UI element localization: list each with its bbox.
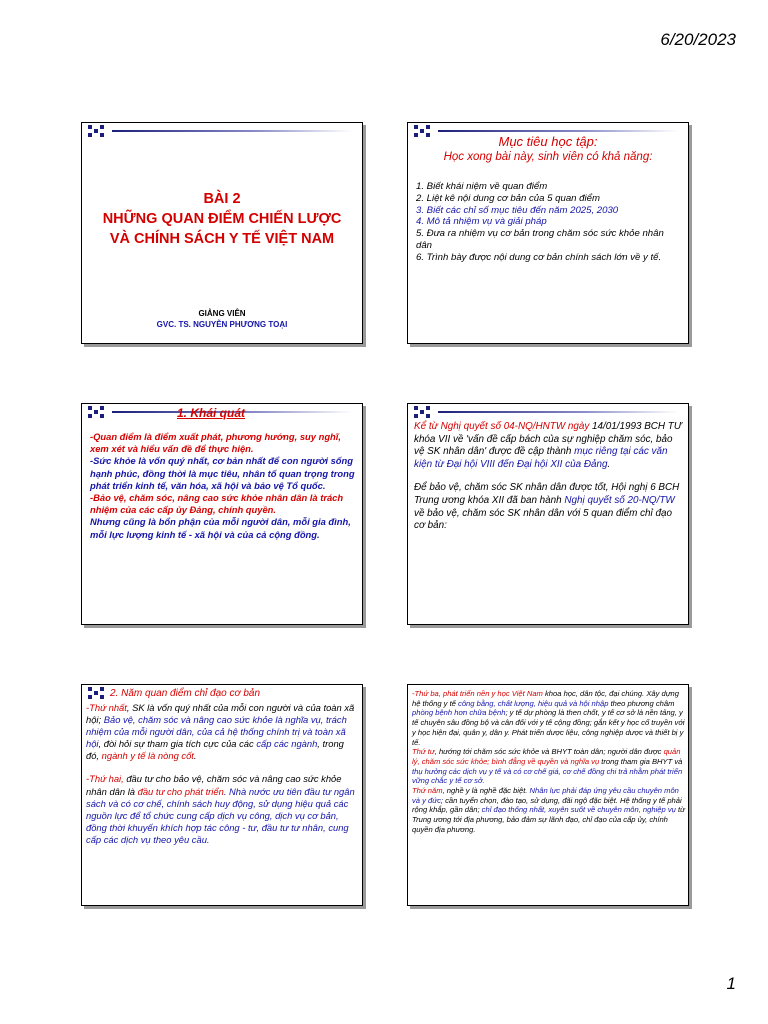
text-run: . Nhà nước ưu tiên đầu tư ngân sách và có cơ chế, chính sách huy động, sử dụng hiệu quả các nguồn lực để tổ chức cung cấp dịch vụ công, dịch vụ cơ bản, đồng thời khuyến khích hợp tác công - tư, đầu tư tư nhân, cung cấp các dịch vụ theo yêu cầu. <box>86 785 355 845</box>
text-run: 14/01/1993 BCH TƯ khóa VII về 'vấn đề cấp bách của sự nghiệp chăm sóc, bảo vệ SK nhân dân' được đề cập thành <box>414 421 682 458</box>
text-run: trong tham gia BHYT và <box>599 756 683 766</box>
title-line: NHỮNG QUAN ĐIỂM CHIẾN LƯỢC <box>102 211 342 227</box>
paragraph <box>414 421 684 471</box>
text-run: từ Trung ương tới địa phương, bảo đảm sự lãnh đạo, chỉ đạo của cấp ủy, chính quyền địa phương. <box>412 805 685 834</box>
text-run: , SK là vốn quý nhất của mỗi con người và của toàn xã hội; <box>86 702 355 726</box>
lecturer-block <box>82 308 362 330</box>
text-run: chỉ đạo thống nhất, xuyên suốt về chuyên môn, nghiệp vụ <box>481 805 676 815</box>
text-run: , trong đó, <box>86 738 344 762</box>
resolution-body <box>414 421 684 533</box>
list-item: 5. Đưa ra nhiệm vụ cơ bản trong chăm sóc sức khỏe nhân dân <box>416 228 664 251</box>
text-run: Thứ năm <box>412 786 443 796</box>
overview-body <box>90 431 356 541</box>
paragraph: -Quan điểm là điểm xuất phát, phương hướng, suy nghĩ, xem xét và hiểu vấn đề để thực hiện. <box>90 431 341 455</box>
text-run: , hướng tới chăm sóc sức khỏe và BHYT toàn dân; người dân được <box>434 747 664 757</box>
text-run: -Thứ hai, <box>86 773 124 785</box>
text-run: quản lý, chăm sóc sức khỏe; bình đẳng về quyền và nghĩa vụ <box>412 747 681 766</box>
list-item: 1. Biết khái niệm về quan điểm <box>416 181 548 192</box>
text-run: Kể từ Nghị quyết số 04-NQ/HNTW ngày <box>414 421 590 432</box>
list-item: 6. Trình bày được nội dung cơ bản chính sách lớn về y tế. <box>416 251 662 263</box>
paragraph <box>414 482 684 532</box>
paragraph <box>412 747 686 786</box>
text-run: đầu tư cho bảo vệ, chăm sóc và nâng cao sức khỏe nhân dân là <box>86 773 342 797</box>
text-run: Để bảo vệ, chăm sóc SK nhân dân được tốt, Hội nghị 6 BCH Trung ương khóa XII đã ban hành <box>414 482 680 506</box>
text-run: -Thứ nhất <box>86 702 127 713</box>
slide-overview <box>81 403 363 625</box>
text-run: khoa học, dân tộc, đại chúng. Xây dựng hệ thống y tế <box>412 689 679 708</box>
lecturer-label: GIẢNG VIÊN <box>198 309 246 318</box>
list-item: 4. Mô tả nhiệm vụ và giải pháp <box>416 216 547 228</box>
slide-viewpoints-1 <box>81 684 363 906</box>
text-run: về bảo vệ, chăm sóc SK nhân dân với 5 quan điểm chỉ đạo cơ bản: <box>414 507 672 532</box>
paragraph <box>412 786 686 835</box>
text-run: . <box>193 750 197 762</box>
paragraph: Nhưng cũng là bổn phận của mỗi người dân, mỗi gia đình, mỗi lực lượng kinh tế - xã hội và của cả cộng đồng. <box>90 516 351 540</box>
text-run: , nghề y là nghề đặc biệt. <box>442 786 530 796</box>
text-run: , đòi hỏi sự tham gia tích cực của các <box>98 738 257 750</box>
page-number: 1 <box>726 974 736 993</box>
paragraph <box>86 702 358 762</box>
text-run: phòng bệnh hơn chữa bệnh <box>412 708 506 718</box>
title-line: VÀ CHÍNH SÁCH Y TẾ VIỆT NAM <box>109 231 335 247</box>
slide-viewpoints-2 <box>407 684 689 906</box>
paragraph: -Sức khỏe là vốn quý nhất, cơ bản nhất để con người sống hạnh phúc, đồng thời là mục tiêu, nhân tố quan trọng trong phát triển kinh tế, văn hóa, xã hội và bảo vệ Tổ quốc. <box>90 455 355 491</box>
print-date: 6/20/2023 <box>660 30 736 49</box>
text-run: ngành y tế là nòng cốt <box>101 750 194 762</box>
text-run: Bảo vệ, chăm sóc và nâng cao sức khỏe là nghĩa vụ, trách nhiệm của mỗi người dân, của cả hệ thống chính trị và toàn xã hội <box>86 714 347 750</box>
list-item: 3. Biết các chỉ số mục tiêu đến năm 2025, 2030 <box>416 204 619 216</box>
text-run: ; y tế dự phòng là then chốt, y tế cơ sở là nền tảng, y tế chuyên sâu đồng bộ và cân đối với y tế cộng đồng; gắn kết y học cổ truyền với y học hiện đại, quân y, dân y. Phát triển dược liệu, công nghiệp dược và thiết bị y tế. <box>412 708 685 747</box>
paragraph <box>86 773 358 846</box>
paragraph <box>412 689 686 747</box>
viewpoints-heading: 2. Năm quan điểm chỉ đạo cơ bản <box>110 688 261 699</box>
text-run: ; cần tuyển chọn, đào tạo, sử dụng, đãi ngộ đặc biệt. Hệ thống y tế phải rộng khắp, gần dân; <box>412 795 682 815</box>
text-run: cấp các ngành <box>256 738 318 750</box>
text-run: Nghị quyết số 20-NQ/TW <box>564 494 675 506</box>
text-run: công bằng, chất lượng, hiệu quả và hội nhập <box>458 698 609 708</box>
slide-title <box>81 122 363 344</box>
viewpoints-body <box>86 702 358 846</box>
text-run: mục riêng tại các văn kiện từ Đại hội VIII đến Đại hội XII của Đảng <box>414 446 668 470</box>
text-run: thụ hưởng các dịch vụ y tế và có cơ chế giá, cơ chế đồng chi trả nhằm phát triển vững chắc y tế cơ sở. <box>412 766 683 786</box>
slide-decoration <box>84 125 360 139</box>
objectives-subheading: Học xong bài này, sinh viên có khả năng: <box>443 151 653 163</box>
slide-decoration <box>410 406 686 420</box>
objectives-list <box>416 181 678 264</box>
objectives-heading: Mục tiêu học tập: <box>498 134 598 149</box>
lecturer-name: GVC. TS. NGUYỄN PHƯƠNG TOẠI <box>156 320 288 329</box>
slide-objectives <box>407 122 689 344</box>
list-item: 2. Liệt kê nội dung cơ bản của 5 quan điểm <box>416 192 600 204</box>
text-run: đầu tư cho phát triển <box>137 785 224 797</box>
text-run: -Thứ ba, phát triển nền y học Việt Nam <box>412 689 543 698</box>
title-line: BÀI 2 <box>203 191 241 207</box>
text-run: theo phương châm <box>608 698 675 708</box>
paragraph: -Bảo vệ, chăm sóc, nâng cao sức khỏe nhân dân là trách nhiệm của các cấp ủy Đảng, chính quyền. <box>90 492 344 516</box>
overview-heading: 1. Khái quát <box>177 406 246 420</box>
text-run: . <box>607 458 611 470</box>
text-run: Thứ tư <box>412 747 435 757</box>
viewpoints-body <box>412 689 686 835</box>
slide-resolution <box>407 403 689 625</box>
lesson-title <box>82 189 362 249</box>
text-run: Nhân lực phải đáp ứng yêu cầu chuyên môn và y đức <box>412 786 679 805</box>
